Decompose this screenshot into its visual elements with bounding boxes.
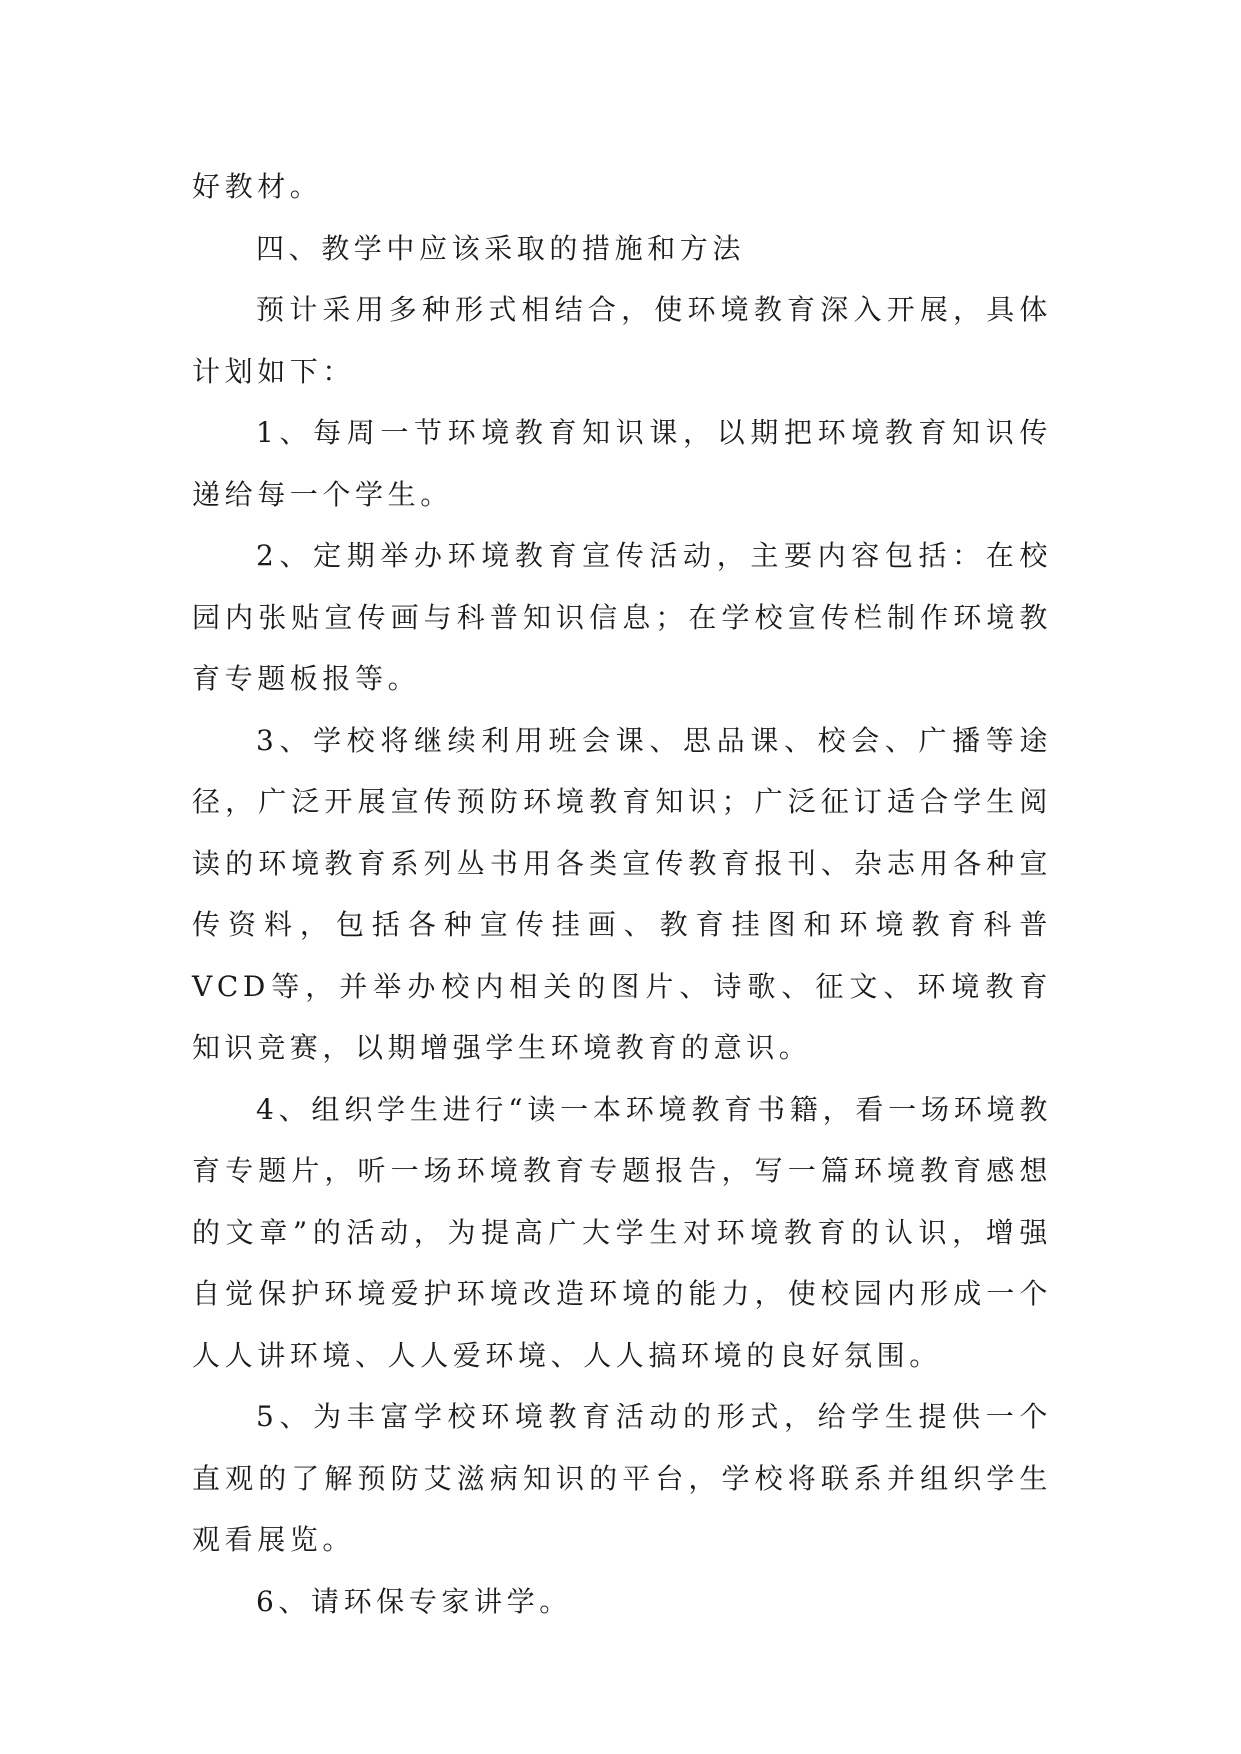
list-item-1: 1、每周一节环境教育知识课，以期把环境教育知识传递给每一个学生。 — [192, 416, 1052, 511]
list-item-4: 4、组织学生进行“读一本环境教育书籍，看一场环境教育专题片，听一场环境教育专题报告，写一篇环境教育感想的文章”的活动，为提高广大学生对环境教育的认识，增强自觉保护环境爱护环境改造环境的能力，使校园内形成一个人人讲环境、人人爱环境、人人搞环境的良好氛围。 — [192, 1092, 1052, 1372]
document-body — [192, 156, 1052, 1632]
paragraph-continuation: 好教材。 — [192, 170, 323, 203]
list-item-3: 3、学校将继续利用班会课、思品课、校会、广播等途径，广泛开展宣传预防环境教育知识；广泛征订适合学生阅读的环境教育系列丛书用各类宣传教育报刊、杂志用各种宣传资料，包括各种宣传挂画、教育挂图和环境教育科普VCD等，并举办校内相关的图片、诗歌、征文、环境教育知识竞赛，以期增强学生环境教育的意识。 — [192, 723, 1052, 1064]
list-item-2: 2、定期举办环境教育宣传活动，主要内容包括：在校园内张贴宣传画与科普知识信息；在学校宣传栏制作环境教育专题板报等。 — [192, 539, 1052, 695]
list-item-5: 5、为丰富学校环境教育活动的形式，给学生提供一个直观的了解预防艾滋病知识的平台，学校将联系并组织学生观看展览。 — [192, 1400, 1052, 1556]
section-heading: 四、教学中应该采取的措施和方法 — [256, 231, 746, 265]
list-item-6: 6、请环保专家讲学。 — [256, 1584, 572, 1618]
paragraph-intro: 预计采用多种形式相结合，使环境教育深入开展，具体计划如下： — [192, 293, 1052, 388]
